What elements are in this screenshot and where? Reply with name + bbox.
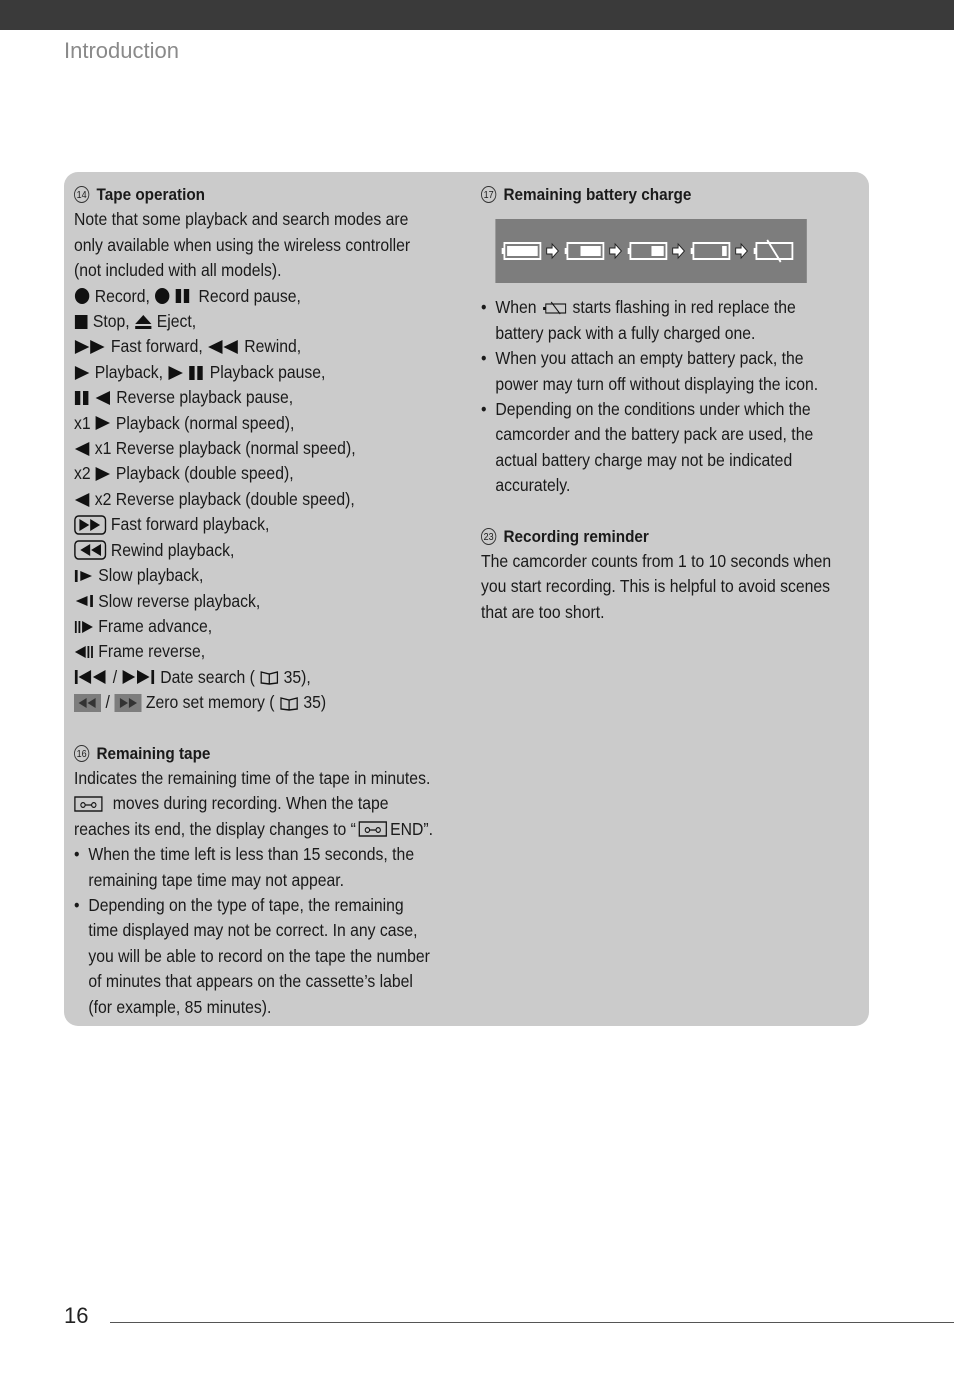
reverse-play-icon xyxy=(74,441,90,457)
rew-playback-icon xyxy=(74,540,106,560)
zero-set-rewind-icon xyxy=(74,694,101,712)
play-pause-icon xyxy=(167,365,205,381)
recording-reminder-heading: 23 Recording reminder xyxy=(481,524,866,549)
play-icon xyxy=(95,415,111,431)
tape-text-line: moves during recording. When the tape xyxy=(74,791,461,816)
battery-levels-strip xyxy=(495,219,806,283)
frame-reverse-icon xyxy=(74,644,94,660)
right-column xyxy=(481,182,866,625)
battery-icon xyxy=(502,243,541,259)
play-icon xyxy=(95,466,111,482)
fast-forward-row: Fast forward, Rewind, xyxy=(74,334,461,359)
battery-levels-graphic xyxy=(498,236,804,266)
list-item: • When starts flashing in red replace the battery pack with a fully charged one. xyxy=(481,297,796,343)
tape-operation-heading: 14 Tape operation xyxy=(74,182,461,207)
zero-set-ff-icon xyxy=(114,694,141,712)
reverse-play-icon xyxy=(74,492,90,508)
slow-reverse-icon xyxy=(74,593,94,609)
reminder-line: that are too short. xyxy=(481,601,605,622)
tape-text-line: reaches its end, the display changes to “ END”. xyxy=(74,818,434,839)
intro-line: Note that some playback and search modes are xyxy=(74,209,409,230)
slow-play-icon xyxy=(74,568,94,584)
frame-reverse-row: Frame reverse, xyxy=(74,639,461,664)
arrow-right-icon xyxy=(610,244,622,258)
frame-advance-row: Frame advance, xyxy=(74,614,461,639)
section-title: Introduction xyxy=(64,38,179,63)
arrow-right-icon xyxy=(673,244,685,258)
footer-rule xyxy=(110,1322,954,1323)
fast-forward-icon xyxy=(74,339,106,355)
slow-reverse-row: Slow reverse playback, xyxy=(74,589,461,614)
item-number: 14 xyxy=(74,186,89,203)
record-row: Record, Record pause, xyxy=(74,284,461,309)
ff-playback-row: Fast forward playback, xyxy=(74,512,461,537)
remaining-tape-heading: 16 Remaining tape xyxy=(74,741,461,766)
rew-playback-row: Rewind playback, xyxy=(74,538,461,563)
reverse-normal-row: x1 Reverse playback (normal speed), xyxy=(74,436,461,461)
rewind-icon xyxy=(207,339,239,355)
list-item: • When the time left is less than 15 seconds, the remaining tape time may not appear. xyxy=(74,844,415,890)
stop-row: Stop, Eject, xyxy=(74,309,461,334)
arrow-right-icon xyxy=(547,244,559,258)
reminder-line: The camcorder counts from 1 to 10 seconds when xyxy=(481,551,832,572)
reverse-pause-icon xyxy=(74,390,112,406)
zero-set-row: / Zero set memory ( 35) xyxy=(74,690,461,715)
battery-icon xyxy=(628,243,667,259)
cassette-icon xyxy=(74,796,103,812)
playback-normal-row: x1 Playback (normal speed), xyxy=(74,412,295,433)
intro-line: only available when using the wireless controller xyxy=(74,234,411,255)
eject-icon xyxy=(134,314,152,330)
record-icon xyxy=(74,287,90,305)
info-panel xyxy=(64,172,869,1026)
frame-advance-icon xyxy=(74,619,94,635)
book-icon xyxy=(259,669,279,685)
battery-icon xyxy=(691,243,730,259)
page-number: 16 xyxy=(64,1303,89,1328)
top-bar xyxy=(0,0,954,30)
tape-text-line: Indicates the remaining time of the tape in minutes. xyxy=(74,767,431,788)
intro-line: (not included with all models). xyxy=(74,260,282,281)
item-number: 23 xyxy=(481,528,496,545)
reminder-line: you start recording. This is helpful to avoid scenes xyxy=(481,576,831,597)
battery-icon xyxy=(565,243,604,259)
empty-battery-icon xyxy=(542,301,567,315)
cassette-icon xyxy=(359,821,388,837)
ff-playback-icon xyxy=(74,515,106,535)
skip-forward-icon xyxy=(122,669,156,685)
reverse-double-row: x2 Reverse playback (double speed), xyxy=(74,487,461,512)
skip-back-icon xyxy=(74,669,108,685)
list-item: • Depending on the conditions under which the camcorder and the battery pack are used, the actual battery charge may not be indicated accurately. xyxy=(481,399,814,496)
slow-playback-row: Slow playback, xyxy=(74,563,461,588)
date-search-row: / Date search ( 35), xyxy=(74,665,461,690)
arrow-right-icon xyxy=(736,244,748,258)
left-column xyxy=(74,182,461,1020)
item-number: 17 xyxy=(481,186,496,203)
record-pause-icon xyxy=(154,287,194,305)
item-number: 16 xyxy=(74,745,89,762)
list-item: • When you attach an empty battery pack, the power may turn off without displaying the icon. xyxy=(481,348,819,394)
reverse-pause-row: Reverse playback pause, xyxy=(74,385,461,410)
playback-double-row: x2 Playback (double speed), xyxy=(74,463,294,484)
stop-icon xyxy=(74,314,88,330)
playback-row: Playback, Playback pause, xyxy=(74,360,461,385)
book-icon xyxy=(279,695,299,711)
battery-icon xyxy=(754,240,793,262)
battery-heading: 17 Remaining battery charge xyxy=(481,182,866,207)
list-item: • Depending on the type of tape, the remaining time displayed may not be correct. In any case, you will be able to record on the tape the number of minutes that appears on the cassette’s label (for example, 85 minutes). xyxy=(74,894,430,1017)
play-icon xyxy=(74,365,90,381)
